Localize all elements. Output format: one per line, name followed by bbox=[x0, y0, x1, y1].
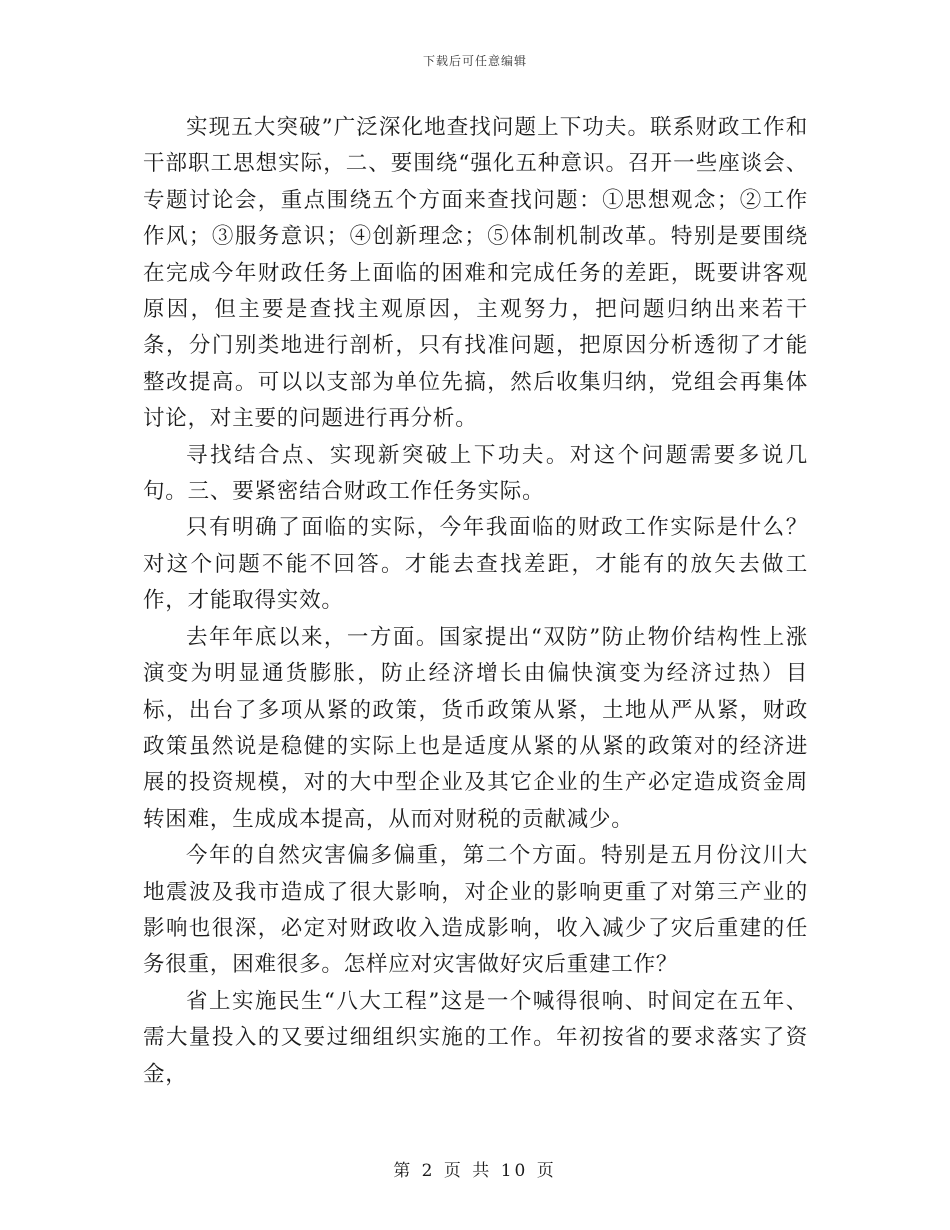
paragraph-1: 实现五大突破”广泛深化地查找问题上下功夫。联系财政工作和干部职工思想实际，二、要围绕“强化五种意识。召开一些座谈会、专题讨论会，重点围绕五个方面来查找问题：①思想观念；②工作作风；③服务意识；④创新理念；⑤体制机制改革。特别是要围绕在完成今年财政任务上面临的困难和完成任务的差距，既要讲客观原因，但主要是查找主观原因，主观努力，把问题归纳出来若干条，分门别类地进行剖析，只有找准问题，把原因分析透彻了才能整改提高。可以以支部为单位先搞，然后收集归纳，党组会再集体讨论，对主要的问题进行再分析。 bbox=[143, 115, 808, 432]
paragraph-6: 省上实施民生“八大工程”这是一个喊得很响、时间定在五年、需大量投入的又要过细组织实施的工作。年初按省的要求落实了资金， bbox=[143, 988, 808, 1087]
paragraph-3: 只有明确了面临的实际，今年我面临的财政工作实际是什么？对这个问题不能不回答。才能去查找差距，才能有的放矢去做工作，才能取得实效。 bbox=[143, 515, 808, 614]
paragraph-5: 今年的自然灾害偏多偏重，第二个方面。特别是五月份汶川大地震波及我市造成了很大影响，对企业的影响更重了对第三产业的影响也很深，必定对财政收入造成影响，收入减少了灾后重建的任务很重，困难很多。怎样应对灾害做好灾后重建工作？ bbox=[143, 843, 808, 978]
paragraph-2: 寻找结合点、实现新突破上下功夫。对这个问题需要多说几句。三、要紧密结合财政工作任务实际。 bbox=[143, 442, 808, 505]
document-body bbox=[143, 110, 808, 1093]
paragraph-4: 去年年底以来，一方面。国家提出“双防”防止物价结构性上涨演变为明显通货膨胀，防止经济增长由偏快演变为经济过热）目标，出台了多项从紧的政策，货币政策从紧，土地从严从紧，财政政策虽然说是稳健的实际上也是适度从紧的从紧的政策对的经济进展的投资规模，对的大中型企业及其它企业的生产必定造成资金周转困难，生成成本提高，从而对财税的贡献减少。 bbox=[143, 624, 808, 832]
page-header: 下载后可任意编辑 bbox=[422, 54, 527, 68]
page-footer: 第 2 页 共 10 页 bbox=[393, 1161, 557, 1181]
